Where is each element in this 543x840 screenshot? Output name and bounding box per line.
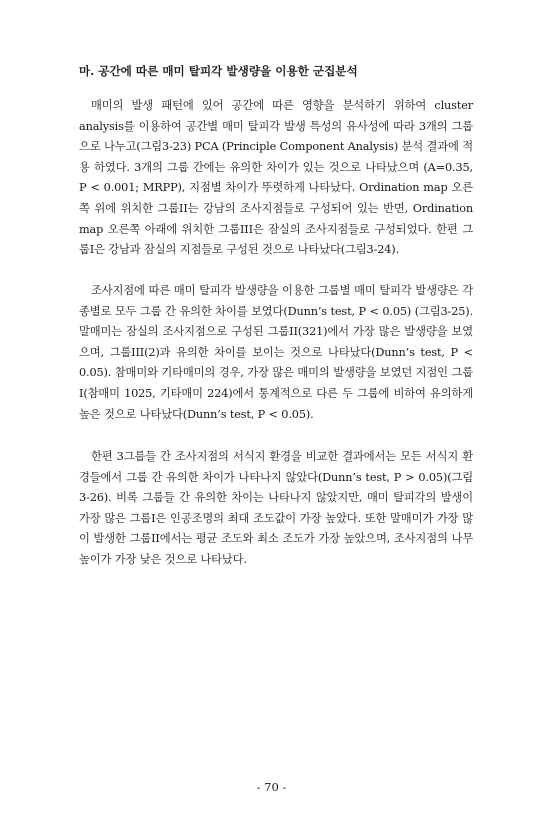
body-paragraph-3: 한편 3그룹들 간 조사지점의 서식지 환경을 비교한 결과에서는 모든 서식지 환경들에서 그룹 간 유의한 차이가 나타나지 않았다(Dunn’s test, P > 0.05)(그림3-26). 비록 그룹들 간 유의한 차이는 나타나지 않았지만, 매미 탈피각의 발생이 가장 많은 그룹I은 인공조명의 최대 조도값이 가장 높았다. 또한 말매미가 가장 많이 발생한 그룹II에서는 평균 조도와 최소 조도가 가장 높았으며, 조사지점의 나무 높이가 가장 낮은 것으로 나타났다. — [79, 450, 473, 567]
body-paragraph-1: 매미의 발생 패턴에 있어 공간에 따른 영향을 분석하기 위하여 cluster analysis를 이용하여 공간별 매미 탈피각 발생 특성의 유사성에 따라 3개의 그룹으로 나누고(그림3-23) PCA (Principle Component Analysis) 분석 결과에 적용 하였다. 3개의 그룹 간에는 유의한 차이가 있는 것으로 나타났으며 (A=0.35, P < 0.001; MRPP), 지점별 차이가 뚜렷하게 나타났다. Ordination map 오른쪽 위에 위치한 그룹II는 강남의 조사지점들로 구성되어 있는 반면, Ordination map 오른쪽 아래에 위치한 그룹III은 잠실의 조사지점들로 구성되었다. 한편 그룹I은 강남과 잠실의 지점들로 구성된 것으로 나타났다(그림3-24). — [79, 99, 474, 257]
section-heading: 마. 공간에 따른 매미 탈피각 발생량을 이용한 군집분석 — [79, 64, 358, 78]
body-paragraph-2: 조사지점에 따른 매미 탈피각 발생량을 이용한 그룹별 매미 탈피각 발생량은 각 종별로 모두 그룹 간 유의한 차이를 보였다(Dunn’s test, P < 0.05) (그림3-25). 말매미는 잠실의 조사지점으로 구성된 그룹II(321)에서 가장 많은 발생량을 보였으며, 그룹III(2)과 유의한 차이를 보이는 것으로 나타났다(Dunn’s test, P < 0.05). 참매미와 기타매미의 경우, 가장 많은 매미의 발생량을 보였던 지점인 그룹I(참매미 1025, 기타매미 224)에서 통계적으로 다른 두 그룹에 비하여 유의하게 높은 것으로 나타났다(Dunn’s test, P < 0.05). — [79, 284, 473, 421]
page-number: - 70 - — [256, 780, 287, 794]
